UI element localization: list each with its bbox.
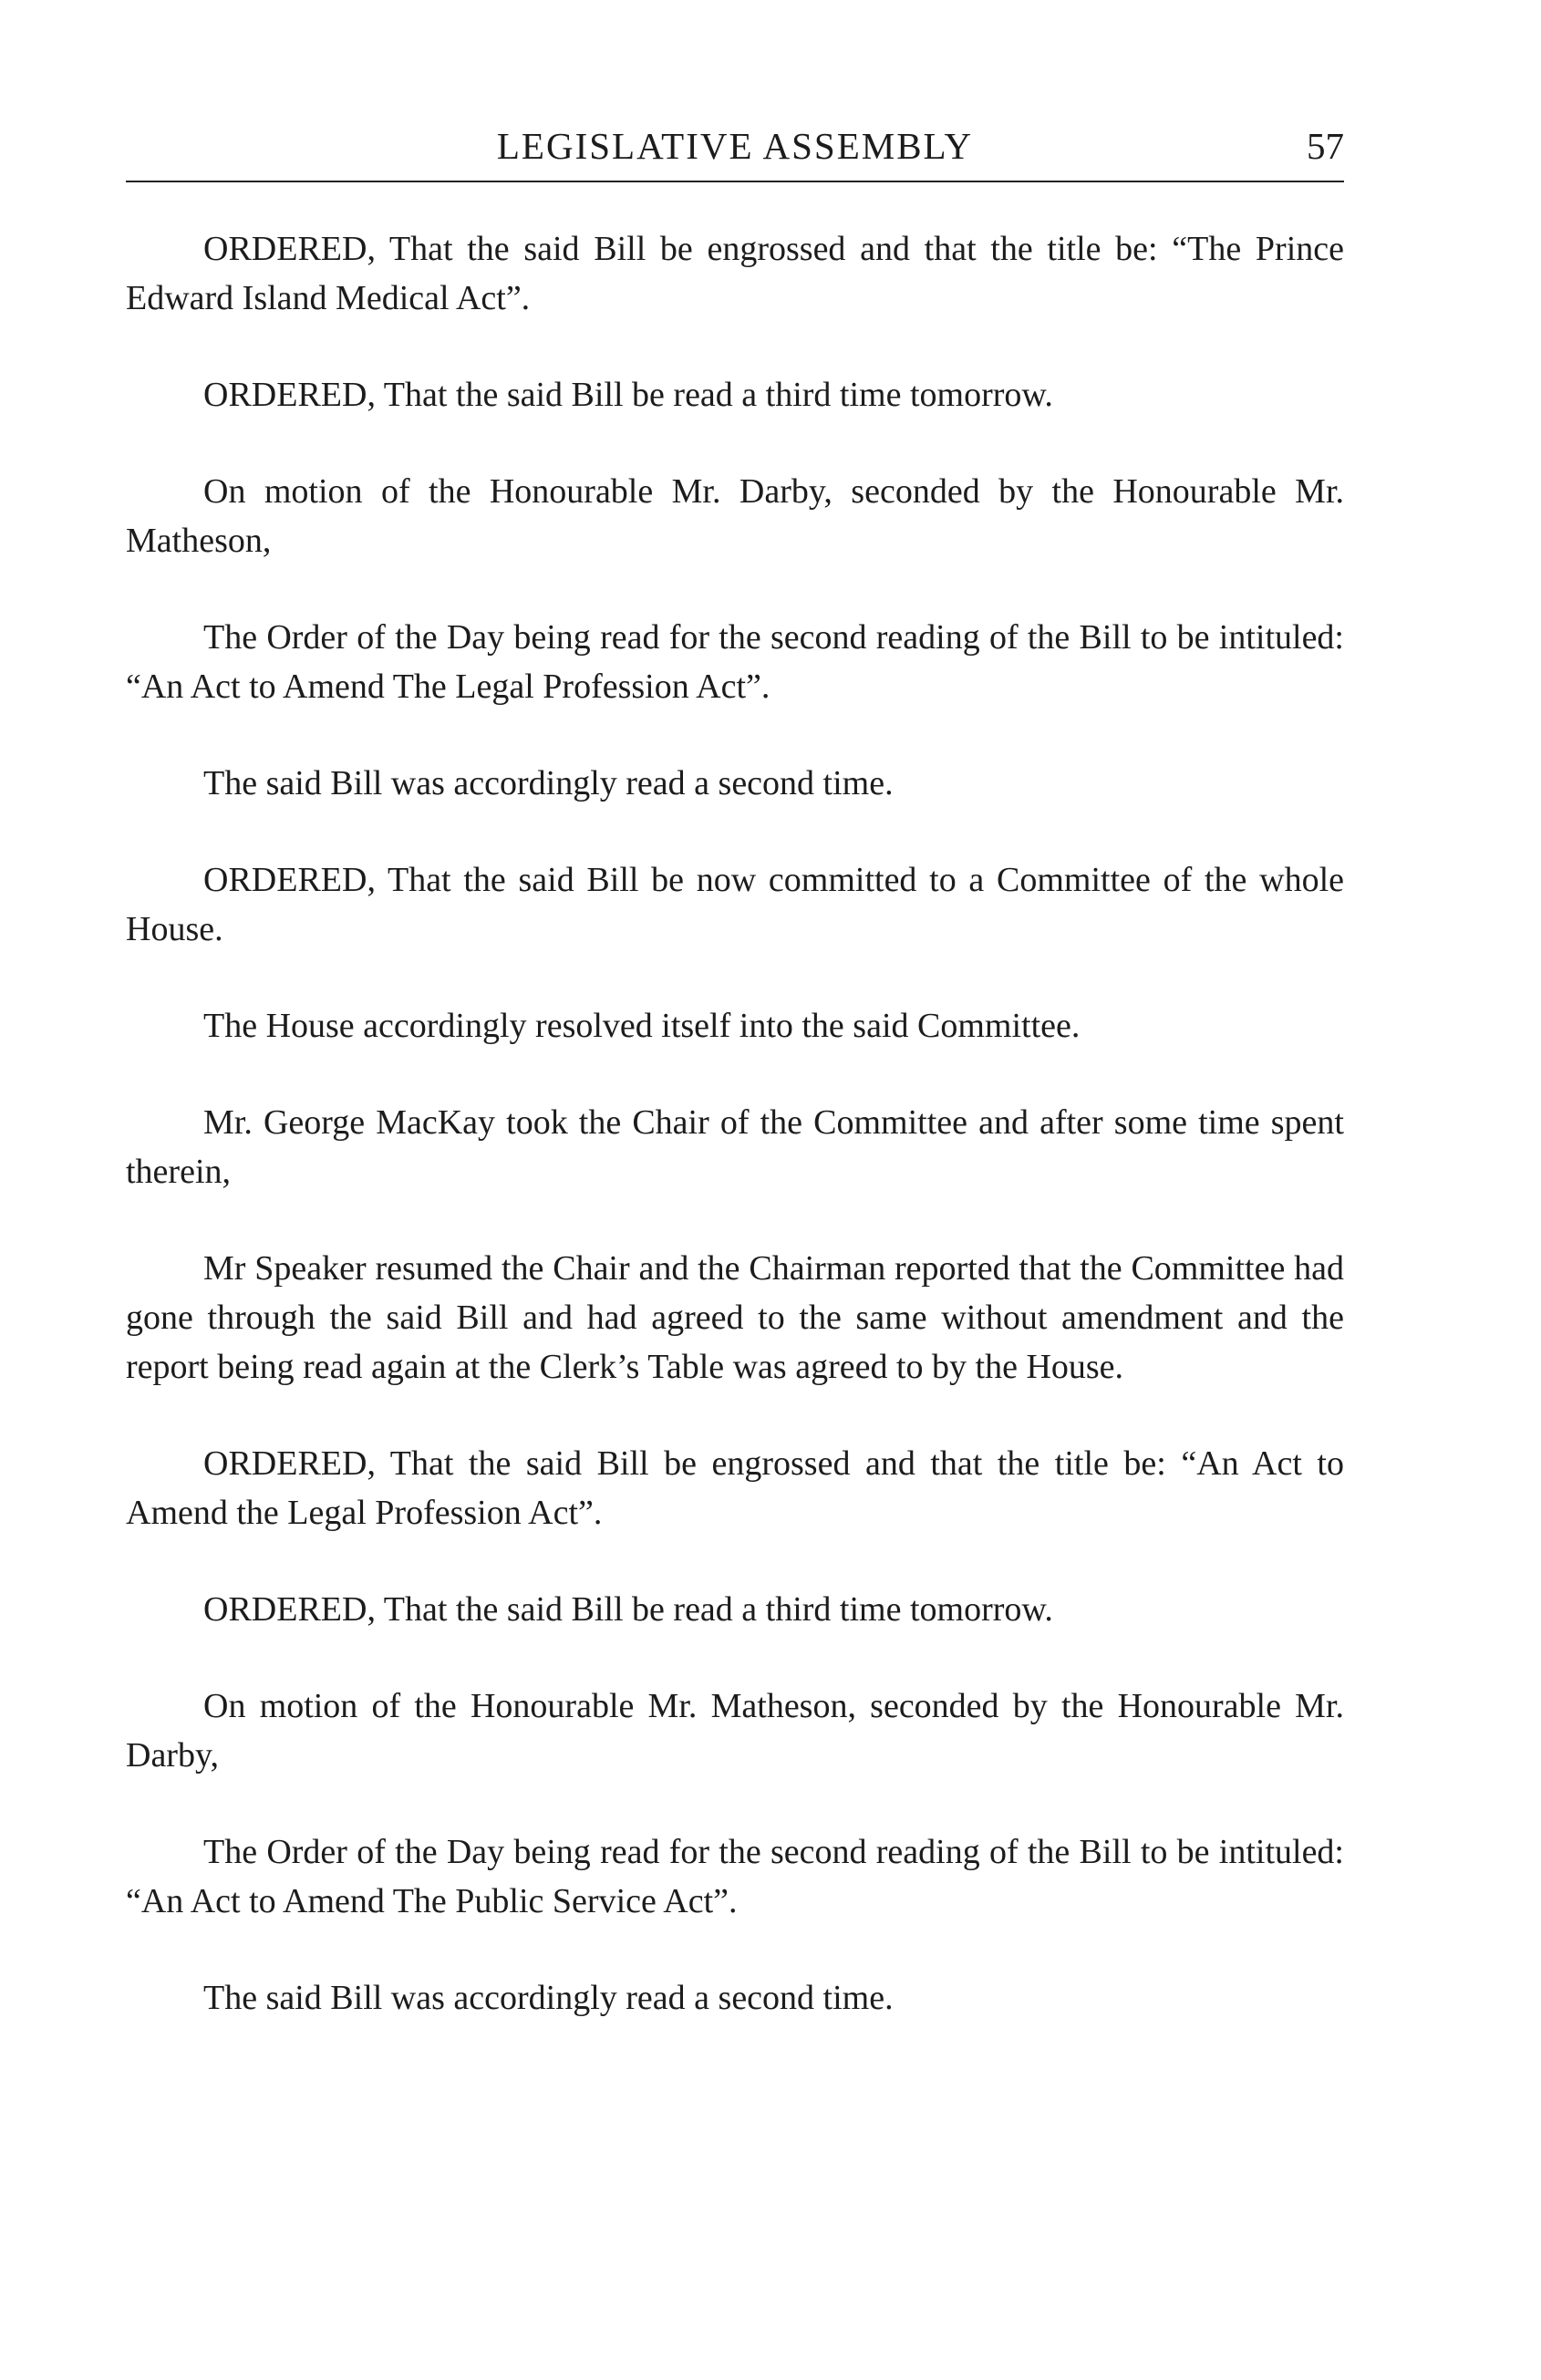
paragraph-order-of-day-legal-profession: The Order of the Day being read for the second reading of the Bill to be intituled: “An Act to Amend The Legal Profession Act”. — [126, 618, 1344, 706]
paragraph-ordered-engrossed-medical-act: ORDERED, That the said Bill be engrossed and that the title be: “The Prince Edward Island Medical Act”. — [126, 230, 1344, 317]
paragraph-ordered-third-reading: ORDERED, That the said Bill be read a third time tomorrow. — [203, 376, 1053, 414]
paragraph-ordered-engrossed-legal-profession: ORDERED, That the said Bill be engrossed and that the title be: “An Act to Amend the Legal Profession Act”. — [126, 1444, 1344, 1532]
paragraph-house-resolved: The House accordingly resolved itself into the said Committee. — [203, 1007, 1081, 1045]
paragraph-motion-matheson: On motion of the Honourable Mr. Matheson, seconded by the Honourable Mr. Darby, — [126, 1687, 1344, 1775]
paragraph-read-second-time: The said Bill was accordingly read a second time. — [203, 764, 894, 802]
page-header — [126, 123, 1344, 181]
paragraph-mackay-chair: Mr. George MacKay took the Chair of the Committee and after some time spent therein, — [126, 1103, 1344, 1191]
paragraph-ordered-committed: ORDERED, That the said Bill be now committed to a Committee of the whole House. — [126, 861, 1344, 948]
paragraph-order-of-day-public-service: The Order of the Day being read for the second reading of the Bill to be intituled: “An Act to Amend The Public Service Act”. — [126, 1833, 1344, 1920]
paragraph-motion-darby: On motion of the Honourable Mr. Darby, seconded by the Honourable Mr. Matheson, — [126, 472, 1344, 560]
page-number: 57 — [1307, 125, 1344, 167]
header-rule — [126, 181, 1344, 182]
running-title: LEGISLATIVE ASSEMBLY — [496, 125, 974, 167]
paragraph-speaker-resumed: Mr Speaker resumed the Chair and the Chairman reported that the Committee had gone through the said Bill and had agreed to the same without amendment and the report being read again at the Clerk’s Table was agreed to by the House. — [126, 1249, 1344, 1386]
paragraph-ordered-third-reading-2: ORDERED, That the said Bill be read a third time tomorrow. — [203, 1590, 1053, 1629]
paragraph-read-second-time-2: The said Bill was accordingly read a second time. — [203, 1979, 894, 2017]
document-body — [126, 224, 1344, 2023]
